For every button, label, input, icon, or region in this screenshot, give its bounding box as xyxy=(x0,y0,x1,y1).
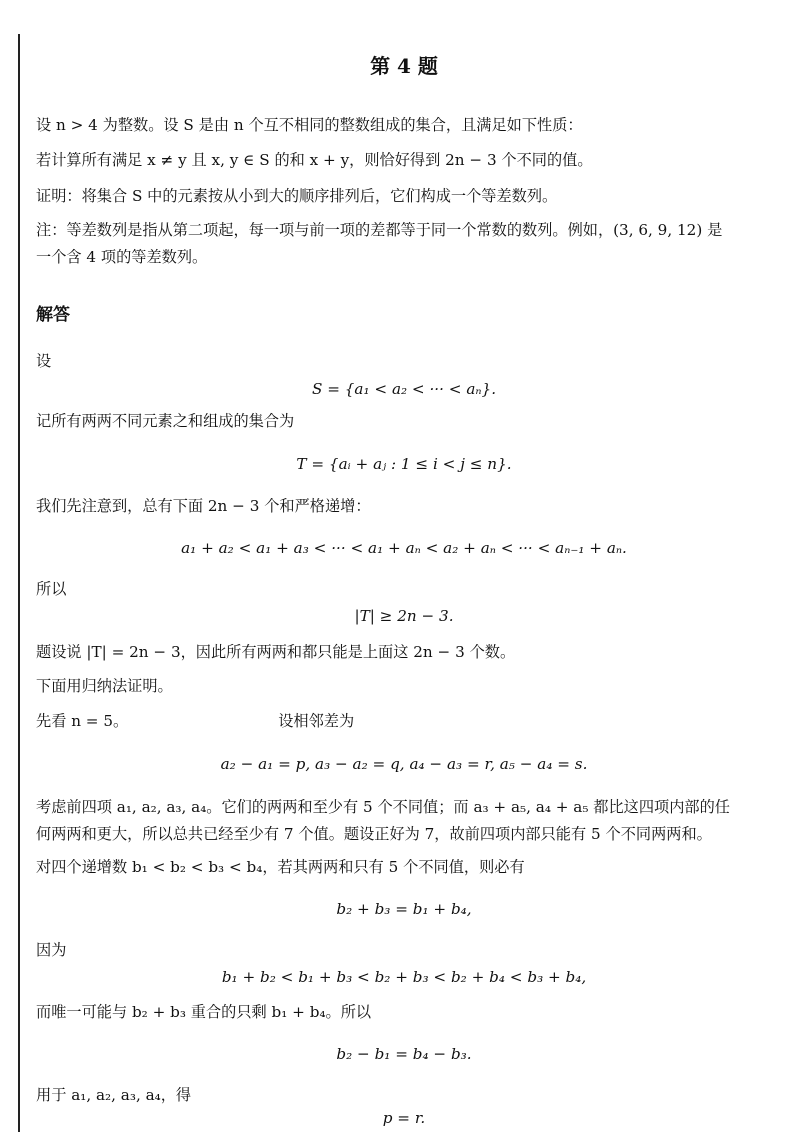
solution-text: 题设说 |T| = 2n − 3，因此所有两两和都只能是上面这 2n − 3 个数。 xyxy=(36,643,516,661)
equation-set-t: T = {aᵢ + aⱼ : 1 ≤ i < j ≤ n}. xyxy=(296,455,512,473)
equation-b-sum: b₂ + b₃ = b₁ + b₄, xyxy=(336,900,472,918)
solution-text: 下面用归纳法证明。 xyxy=(36,677,173,695)
solution-text: 所以 xyxy=(36,580,67,598)
solution-heading: 解答 xyxy=(36,305,70,325)
equation-b-chain: b₁ + b₂ < b₁ + b₃ < b₂ + b₃ < b₂ + b₄ < b₃ + b₄, xyxy=(221,968,587,986)
solution-text: 考虑前四项 a₁, a₂, a₃, a₄。它们的两两和至少有 5 个不同值；而 a₃ + a₅, a₄ + a₅ 都比这四项内部的任 xyxy=(36,798,730,816)
equation-differences: a₂ − a₁ = p, a₃ − a₂ = q, a₄ − a₃ = r, a₅ − a₄ = s. xyxy=(220,755,588,773)
equation-b-diff: b₂ − b₁ = b₄ − b₃. xyxy=(336,1045,472,1063)
problem-title: 第 4 题 xyxy=(370,54,438,78)
solution-text: 对四个递增数 b₁ < b₂ < b₃ < b₄，若其两两和只有 5 个不同值，则必有 xyxy=(36,858,525,876)
solution-text: 何两两和更大，所以总共已经至少有 7 个值。题设正好为 7，故前四项内部只能有 5 个不同两两和。 xyxy=(36,825,712,843)
equation-increasing-sums: a₁ + a₂ < a₁ + a₃ < ··· < a₁ + aₙ < a₂ + aₙ < ··· < aₙ₋₁ + aₙ. xyxy=(181,539,627,557)
solution-text: 而唯一可能与 b₂ + b₃ 重合的只剩 b₁ + b₄。所以 xyxy=(36,1003,372,1021)
problem-statement-line-2: 若计算所有满足 x ≠ y 且 x, y ∈ S 的和 x + y，则恰好得到 2n − 3 个不同的值。 xyxy=(36,151,593,169)
case-n5-text: 先看 n = 5。 xyxy=(36,712,129,730)
equation-lower-bound: |T| ≥ 2n − 3. xyxy=(354,607,454,625)
solution-text: 设 xyxy=(36,352,52,370)
problem-statement-line-1: 设 n > 4 为整数。设 S 是由 n 个互不相同的整数组成的集合，且满足如下性质： xyxy=(36,116,583,134)
solution-text: 记所有两两不同元素之和组成的集合为 xyxy=(36,412,295,430)
equation-p-equals-r: p = r. xyxy=(382,1109,426,1127)
solution-text: 因为 xyxy=(36,941,67,959)
differences-intro: 设相邻差为 xyxy=(278,712,355,730)
equation-set-s: S = {a₁ < a₂ < ··· < aₙ}. xyxy=(311,380,497,398)
left-margin-rule xyxy=(18,34,20,1132)
note-line-2: 一个含 4 项的等差数列。 xyxy=(36,248,208,266)
solution-text: 我们先注意到，总有下面 2n − 3 个和严格递增： xyxy=(36,497,371,515)
solution-text: 用于 a₁, a₂, a₃, a₄，得 xyxy=(36,1086,192,1104)
note-line-1: 注：等差数列是指从第二项起，每一项与前一项的差都等于同一个常数的数列。例如，(3, 6, 9, 12) 是 xyxy=(36,221,723,239)
proof-requirement: 证明：将集合 S 中的元素按从小到大的顺序排列后，它们构成一个等差数列。 xyxy=(36,187,558,205)
solution-text xyxy=(36,706,354,736)
